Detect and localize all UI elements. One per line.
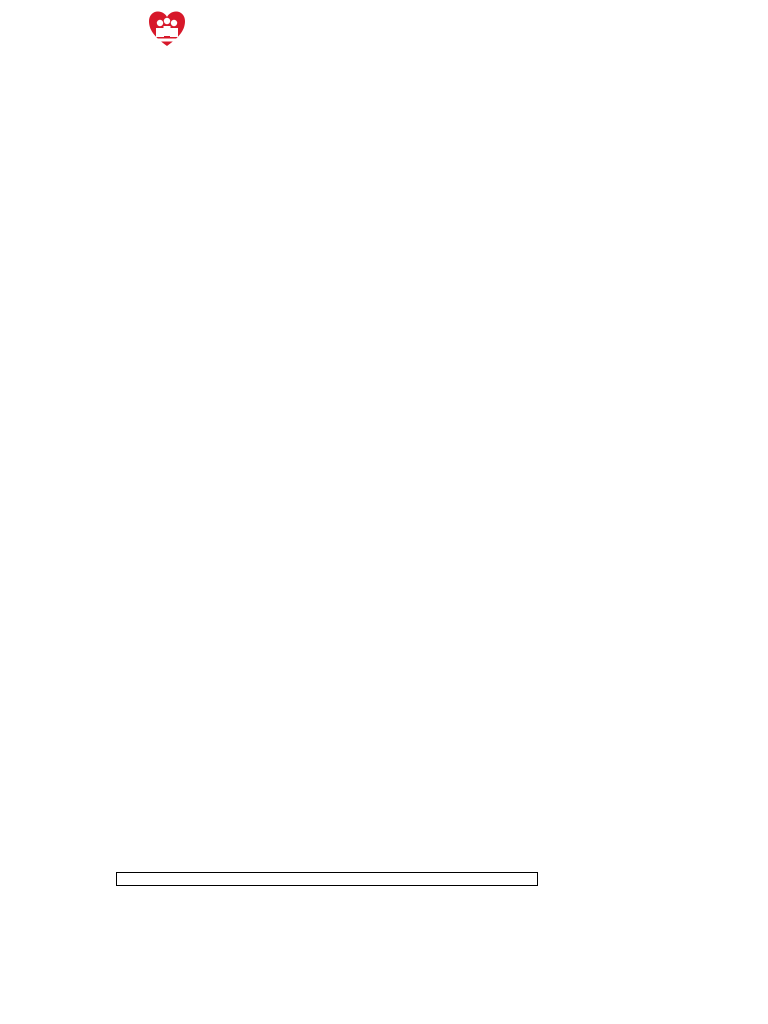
institution-seal-icon xyxy=(147,9,187,49)
page-header xyxy=(0,0,768,68)
grand-total-box xyxy=(116,872,538,886)
